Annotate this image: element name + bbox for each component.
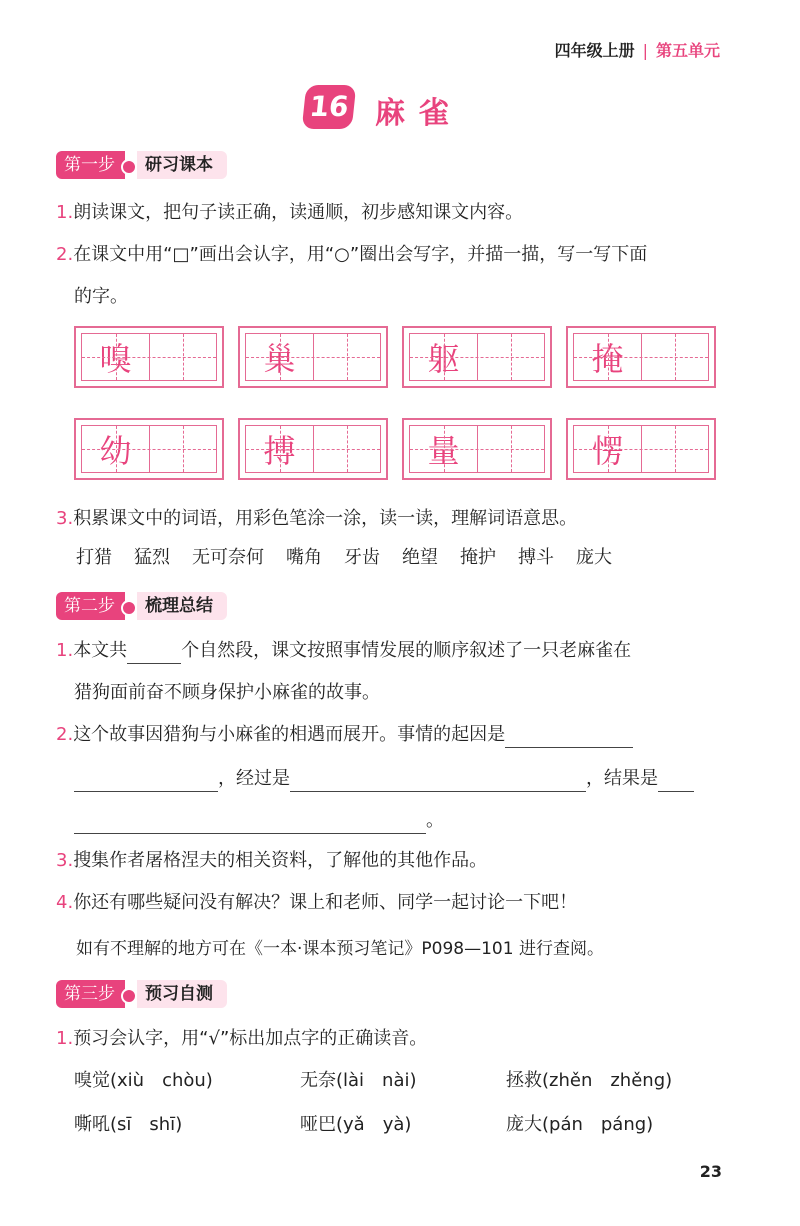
step2-q1-cont — [74, 680, 380, 706]
vocab-word[interactable]: 绝望 — [402, 547, 438, 568]
char-writing-grid[interactable] — [74, 418, 224, 480]
question-number: 3. — [56, 508, 74, 529]
vocab-word[interactable]: 嘴角 — [286, 547, 322, 568]
tracing-char: 掩 — [591, 340, 624, 378]
step1-q2 — [56, 242, 647, 268]
question-text: ，经过是 — [218, 768, 290, 789]
answer-blank[interactable] — [505, 727, 633, 748]
header-separator: | — [642, 41, 648, 60]
grid-guide — [410, 357, 544, 358]
question-number: 2. — [56, 724, 74, 745]
grid-guide — [82, 449, 216, 450]
question-text: 积累课文中的词语，用彩色笔涂一涂，读一读，理解词语意思。 — [73, 508, 578, 529]
question-number: 1. — [56, 1028, 74, 1049]
step3-q1 — [56, 1026, 427, 1052]
pinyin-item[interactable]: 无奈(lài nài) — [300, 1070, 417, 1091]
answer-blank[interactable] — [127, 643, 181, 664]
vocab-word[interactable]: 猛烈 — [134, 547, 170, 568]
pinyin-item[interactable]: 嗅觉(xiù chòu) — [74, 1070, 213, 1091]
grid-guide — [82, 357, 216, 358]
page-header — [555, 38, 720, 61]
grid-inner — [409, 333, 545, 381]
tracing-char: 躯 — [427, 340, 460, 378]
char-writing-grid[interactable] — [402, 326, 552, 388]
question-number: 3. — [56, 850, 74, 871]
question-text: 在课文中用“□”画出会认字，用“○”圈出会写字，并描一描，写一写下面 — [73, 244, 648, 265]
question-number: 4. — [56, 892, 74, 913]
step2-q2-end — [74, 808, 444, 834]
lesson-number-badge: 16 — [302, 85, 357, 129]
lesson-title: 麻雀 — [375, 96, 463, 131]
grade-label: 四年级上册 — [554, 41, 635, 60]
question-text: 朗读课文，把句子读正确，读通顺，初步感知课文内容。 — [73, 202, 524, 223]
question-number: 1. — [56, 640, 74, 661]
step-dot-icon — [121, 600, 137, 616]
question-number: 2. — [56, 244, 74, 265]
step-dot-icon — [121, 988, 137, 1004]
step1-q3 — [56, 506, 577, 532]
step1-heading — [56, 151, 227, 179]
step2-q3 — [56, 848, 487, 874]
step-name: 梳理总结 — [137, 592, 227, 620]
step-name: 研习课本 — [137, 151, 227, 179]
grid-guide — [246, 449, 380, 450]
char-writing-grid[interactable] — [238, 418, 388, 480]
vocab-word[interactable]: 打猎 — [76, 547, 112, 568]
tracing-char: 巢 — [263, 340, 296, 378]
grid-inner — [573, 425, 709, 473]
step-dot-icon — [121, 159, 137, 175]
answer-blank[interactable] — [658, 771, 694, 792]
step2-q1 — [56, 638, 631, 664]
step-badge: 第二步 — [56, 592, 125, 620]
vocab-word[interactable]: 搏斗 — [518, 547, 554, 568]
step-badge: 第一步 — [56, 151, 125, 179]
grid-guide — [410, 449, 544, 450]
vocab-word[interactable]: 无可奈何 — [192, 547, 264, 568]
unit-label: 第五单元 — [655, 41, 720, 60]
pinyin-item[interactable]: 哑巴(yǎ yà) — [300, 1114, 412, 1135]
vocab-word[interactable]: 牙齿 — [344, 547, 380, 568]
reference-note: 如有不理解的地方可在《一本·课本预习笔记》P098—101 进行查阅。 — [76, 939, 604, 959]
step3-heading — [56, 980, 227, 1008]
tracing-char: 幼 — [99, 432, 132, 470]
question-text: ，结果是 — [586, 768, 658, 789]
question-text: 你还有哪些疑问没有解决？课上和老师、同学一起讨论一下吧！ — [73, 892, 578, 913]
question-text: 这个故事因猎狗与小麻雀的相遇而展开。事情的起因是 — [73, 724, 506, 745]
step2-q2-cont — [74, 766, 694, 792]
char-writing-grid[interactable] — [238, 326, 388, 388]
grid-guide — [574, 357, 708, 358]
question-text: 搜集作者屠格涅夫的相关资料，了解他的其他作品。 — [73, 850, 488, 871]
char-writing-grid[interactable] — [74, 326, 224, 388]
question-text: 本文共 — [73, 640, 128, 661]
tracing-char: 愣 — [591, 432, 624, 470]
step-badge: 第三步 — [56, 980, 125, 1008]
answer-blank[interactable] — [74, 813, 426, 834]
pinyin-item[interactable]: 嘶吼(sī shī) — [74, 1114, 183, 1135]
step-name: 预习自测 — [137, 980, 227, 1008]
page-number: 23 — [699, 1162, 722, 1181]
vocab-word[interactable]: 掩护 — [460, 547, 496, 568]
step2-heading — [56, 592, 227, 620]
grid-inner — [245, 333, 381, 381]
question-text: 猎狗面前奋不顾身保护小麻雀的故事。 — [74, 682, 380, 703]
question-number: 1. — [56, 202, 74, 223]
vocab-word[interactable]: 庞大 — [576, 547, 612, 568]
step2-q4 — [56, 890, 577, 916]
question-text: 的字。 — [74, 286, 128, 307]
char-writing-grid[interactable] — [566, 326, 716, 388]
grid-inner — [81, 425, 217, 473]
grid-inner — [573, 333, 709, 381]
tracing-char: 搏 — [263, 432, 296, 470]
grid-inner — [81, 333, 217, 381]
tracing-char: 量 — [427, 432, 460, 470]
step1-q2-cont — [74, 284, 128, 310]
answer-blank[interactable] — [74, 771, 218, 792]
pinyin-item[interactable]: 庞大(pán páng) — [506, 1114, 654, 1135]
step1-q1 — [56, 200, 523, 226]
char-writing-grid[interactable] — [566, 418, 716, 480]
question-text: 个自然段，课文按照事情发展的顺序叙述了一只老麻雀在 — [181, 640, 632, 661]
question-text: 预习会认字，用“√”标出加点字的正确读音。 — [73, 1028, 428, 1049]
grid-guide — [246, 357, 380, 358]
grid-inner — [409, 425, 545, 473]
grid-inner — [245, 425, 381, 473]
vocab-list — [76, 543, 612, 569]
step2-q2 — [56, 722, 633, 748]
question-text: 。 — [426, 810, 444, 831]
tracing-char: 嗅 — [99, 340, 132, 378]
pinyin-item[interactable]: 拯救(zhěn zhěng) — [506, 1070, 673, 1091]
grid-guide — [574, 449, 708, 450]
answer-blank[interactable] — [290, 771, 586, 792]
char-writing-grid[interactable] — [402, 418, 552, 480]
